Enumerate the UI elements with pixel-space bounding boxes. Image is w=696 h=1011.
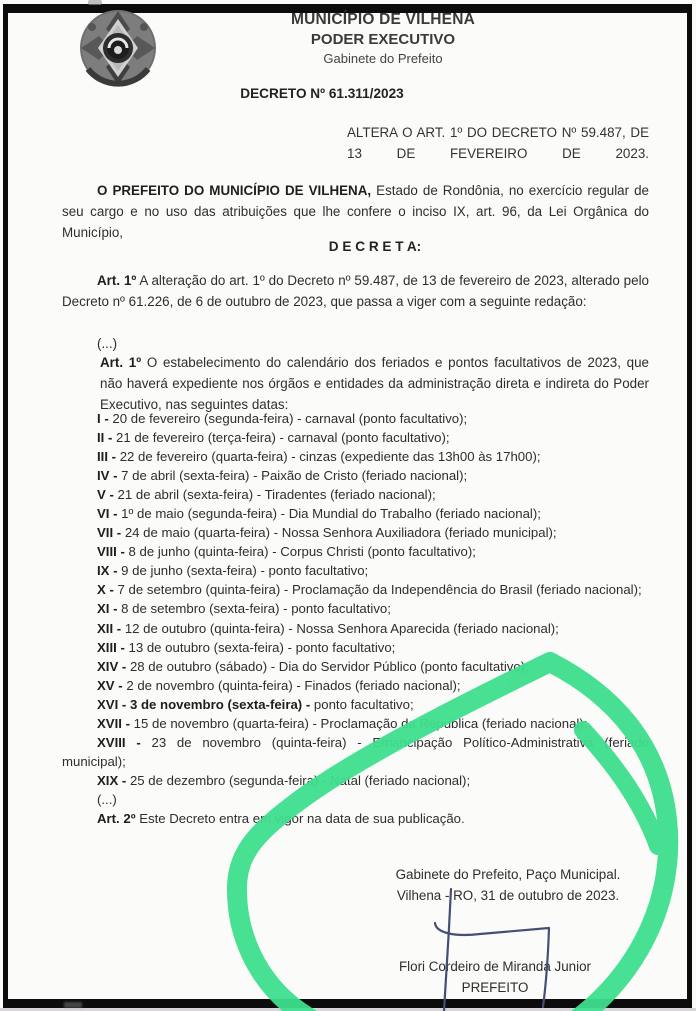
article-1-paragraph — [62, 271, 649, 313]
list-item — [62, 561, 649, 580]
list-item-text: 1º de maio (segunda-feira) - Dia Mundial do Trabalho (feriado nacional); — [117, 506, 541, 522]
list-item — [62, 790, 649, 809]
list-item-text: 8 de setembro (sexta-feira) - ponto facultativo; — [117, 601, 391, 617]
list-item — [62, 771, 649, 790]
list-item-text: 2 de novembro (quinta-feira) - Finados (feriado nacional); — [122, 677, 461, 693]
scan-border-bottom — [3, 999, 692, 1008]
ellipsis-marker: (...) — [97, 336, 118, 351]
municipality-name: MUNICÍPIO DE VILHENA — [291, 11, 475, 28]
list-item-numeral: XI - — [97, 601, 118, 617]
list-item-text: 7 de setembro (quinta-feira) - Proclamação da Independência do Brasil (feriado nacional); — [113, 582, 642, 598]
list-item-numeral: XII - — [97, 620, 122, 636]
list-item-numeral: XVIII - — [97, 734, 141, 750]
list-item — [62, 657, 649, 676]
list-item — [62, 523, 649, 542]
list-item — [62, 638, 649, 657]
list-item — [62, 447, 649, 466]
list-item — [62, 676, 649, 695]
list-item — [62, 485, 649, 504]
list-item-text: (...) — [97, 791, 117, 807]
quoted-article-label: Art. 1º — [100, 355, 142, 370]
list-item-numeral: VII - — [97, 525, 122, 541]
list-item-numeral: Art. 2º — [97, 810, 136, 826]
quoted-article-paragraph — [100, 353, 649, 415]
list-item-numeral: VIII - — [97, 544, 125, 560]
list-item-text: 22 de fevereiro (quarta-feira) - cinzas (expediente das 13h00 às 17h00); — [116, 449, 541, 465]
list-item — [62, 695, 649, 714]
list-item-numeral: VI - — [97, 506, 118, 522]
list-item — [62, 428, 649, 447]
list-item-numeral: XIII - — [97, 639, 125, 655]
list-item-text: 28 de outubro (sábado) - Dia do Servidor Público (ponto facultativo); — [126, 658, 529, 674]
decree-summary: ALTERA O ART. 1º DO DECRETO Nº 59.487, DE 13 DE FEVEREIRO DE 2023. — [347, 125, 649, 161]
list-item-text: 13 de outubro (sexta-feira) - ponto facultativo; — [124, 639, 396, 655]
branch-name: PODER EXECUTIVO — [310, 31, 456, 48]
holiday-list — [62, 409, 649, 828]
list-item-numeral: XIV - — [97, 658, 127, 674]
list-item — [62, 809, 649, 828]
closing-line-1: Gabinete do Prefeito, Paço Municipal. — [395, 867, 621, 882]
office-name: Gabinete do Prefeito — [323, 51, 443, 66]
municipality-coat-of-arms-icon — [72, 7, 168, 89]
list-item — [62, 733, 649, 771]
list-item-text: 25 de dezembro (segunda-feira) - Natal (feriado nacional); — [126, 772, 471, 788]
preamble-paragraph — [62, 181, 649, 243]
list-item — [62, 504, 649, 523]
article-1-label: Art. 1º — [97, 273, 137, 288]
list-item-text: 7 de abril (sexta-feira) - Paixão de Cristo (feriado nacional); — [117, 468, 468, 484]
preamble-bold: O PREFEITO DO MUNICÍPIO DE VILHENA, — [97, 183, 372, 198]
list-item-text: ponto facultativo; — [310, 696, 414, 712]
signatory-name: Flori Cordeiro de Miranda Junior — [398, 959, 591, 974]
closing-block — [360, 864, 656, 906]
preamble-rest: Estado de Rondônia, no exercício regular de seu cargo e no uso das atribuições que lhe confere o inciso IX, art. 96, da Lei Orgânica do Município, — [62, 183, 649, 240]
list-item — [62, 466, 649, 485]
list-item-text: 9 de junho (sexta-feira) - ponto facultativo; — [117, 563, 369, 579]
list-item — [62, 619, 649, 638]
decree-number: DECRETO Nº 61.311/2023 — [240, 86, 404, 101]
list-item-text: 15 de novembro (quarta-feira) - Proclamação da República (feriado nacional); — [129, 715, 588, 731]
list-item — [62, 714, 649, 733]
list-item-text: 8 de junho (quinta-feira) - Corpus Christi (ponto facultativo); — [124, 544, 476, 560]
document-header — [233, 9, 533, 68]
list-item — [62, 599, 649, 618]
list-item-text: 23 de novembro (quinta-feira) - Emancipação Político-Administrativa (feriado municipal); — [62, 734, 649, 769]
list-item-numeral: II - — [97, 430, 113, 446]
list-item-numeral: V - — [97, 487, 114, 503]
list-item-text: Este Decreto entra em vigor na data de sua publicação. — [135, 810, 465, 826]
signatory-block — [340, 957, 650, 998]
scan-artifact-bottom — [64, 1002, 82, 1008]
list-item-numeral: XVI - 3 de novembro (sexta-feira) - — [97, 696, 311, 712]
list-item-numeral: X - — [97, 582, 114, 598]
list-item — [62, 580, 649, 599]
list-item-numeral: XV - — [97, 677, 123, 693]
quoted-article-text: O estabelecimento do calendário dos feriados e pontos facultativos de 2023, que não haverá expediente nos órgãos e entidades da administração direta e indireta do Poder Executivo, nas seguintes datas: — [100, 355, 649, 412]
scan-artifact-top — [88, 0, 102, 5]
list-item-text: 21 de abril (sexta-feira) - Tiradentes (feriado nacional); — [113, 487, 436, 503]
list-item-text: 20 de fevereiro (segunda-feira) - carnaval (ponto facultativo); — [108, 411, 468, 426]
decreta-heading: D E C R E T A: — [328, 239, 422, 254]
list-item — [62, 542, 649, 561]
list-item-text: 21 de fevereiro (terça-feira) - carnaval (ponto facultativo); — [112, 430, 450, 446]
article-1-text: A alteração do art. 1º do Decreto nº 59.487, de 13 de fevereiro de 2023, alterado pelo Decreto nº 61.226, de 6 de outubro de 2023, que passa a viger com a seguinte redação: — [62, 273, 649, 309]
list-item-numeral: XVII - — [97, 715, 130, 731]
closing-line-2: Vilhena - RO, 31 de outubro de 2023. — [396, 888, 620, 903]
list-item-numeral: III - — [97, 449, 117, 465]
list-item-numeral: IX - — [97, 563, 118, 579]
list-item-text: 12 de outubro (quinta-feira) - Nossa Senhora Aparecida (feriado nacional); — [121, 620, 559, 636]
list-item-numeral: XIX - — [97, 772, 127, 788]
list-item-numeral: I - — [97, 411, 109, 426]
scan-border-left — [3, 4, 8, 1008]
list-item-numeral: IV - — [97, 468, 118, 484]
scan-border-right — [687, 4, 692, 1008]
list-item — [62, 409, 649, 428]
signatory-title: PREFEITO — [461, 979, 529, 995]
list-item-text: 24 de maio (quarta-feira) - Nossa Senhora Auxiliadora (feriado municipal); — [121, 525, 557, 541]
